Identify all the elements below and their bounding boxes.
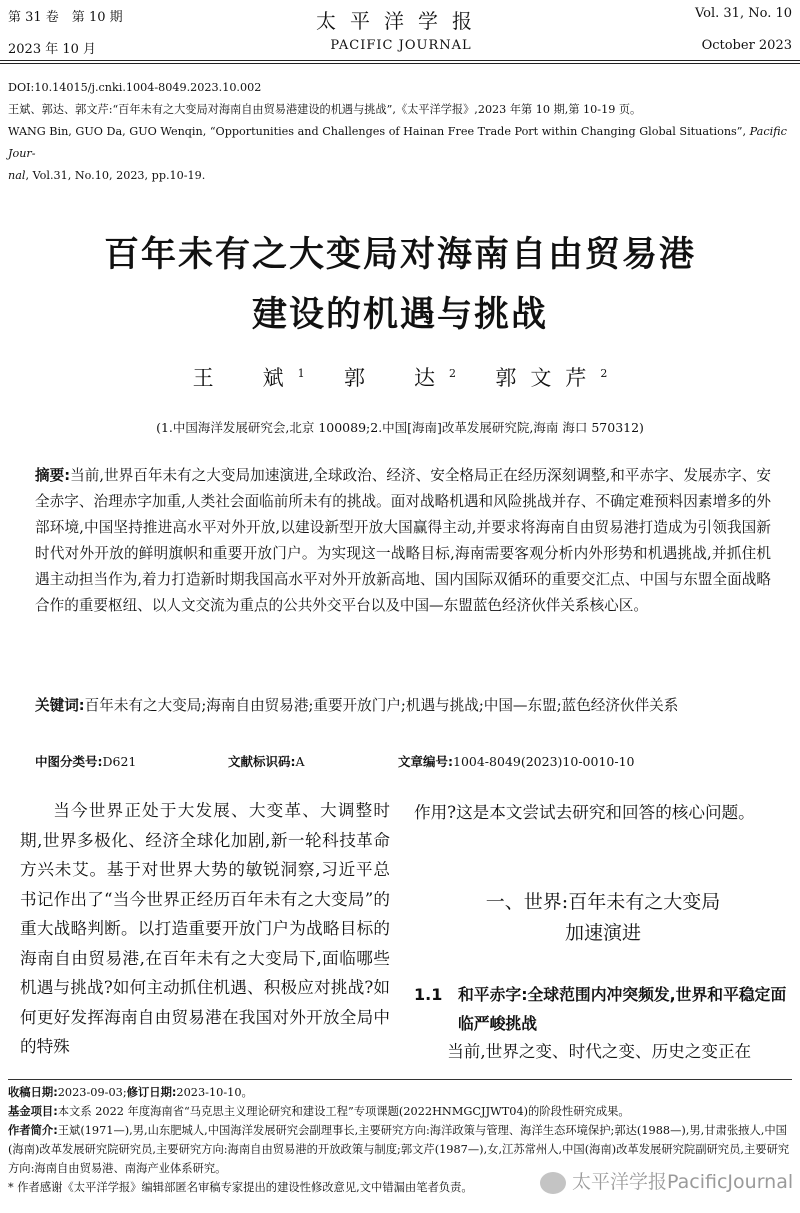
citation-block	[8, 77, 792, 187]
citation-english-text: WANG Bin, GUO Da, GUO Wenqin, “Opportunities and Challenges of Hainan Free Trade Port within Changing Global Situations”,	[8, 125, 747, 138]
affiliations: (1.中国海洋发展研究会,北京 100089;2.中国[海南]改革发展研究院,海南 海口 570312)	[156, 420, 644, 435]
wechat-icon	[540, 1172, 566, 1194]
article-number	[398, 752, 634, 770]
revised-label: 修订日期:	[126, 1086, 177, 1099]
header-journal-title: 太平洋学报	[316, 9, 486, 33]
subsection-number: 1.1	[414, 985, 443, 1004]
citation-english	[8, 121, 792, 187]
classification-number	[35, 752, 136, 770]
fund-line	[8, 1102, 792, 1121]
abstract-label: 摘要:	[35, 467, 71, 484]
subsection-title: 和平赤字:全球范围内冲突频发,世界和平稳定面临严峻挑战	[458, 985, 787, 1033]
author-bio-text: 王斌(1971—),男,山东肥城人,中国海洋发展研究会副理事长,主要研究方向:海洋政策与管理、海洋生态环境保护;郭达(1988—),男,甘肃张掖人,中国(海南)改革发展研究院研究员,主要研究方向:海南自由贸易港的开放政策与制度;郭文芹(1987—),女,江苏常州人,中国(海南)改革发展研究院副研究员,主要研究方向:海南自由贸易港、南海产业体系研究。	[8, 1124, 790, 1175]
article-title-line1: 百年未有之大变局对海南自由贸易港	[103, 235, 696, 275]
keywords-label: 关键词:	[35, 697, 85, 714]
header-rule-bottom	[0, 63, 800, 64]
author-list	[0, 362, 800, 392]
keywords	[35, 693, 771, 719]
section-heading-line2: 加速演进	[564, 922, 641, 944]
doc-code-label: 文献标识码:	[228, 754, 296, 769]
intro-continuation: 作用?这是本文尝试去研究和回答的核心问题。	[414, 803, 755, 822]
clc-label: 中图分类号:	[35, 754, 103, 769]
header-date-english: October 2023	[701, 38, 792, 53]
section-heading-line1: 一、世界:百年未有之大变局	[485, 891, 721, 913]
acknowledgement: * 作者感谢《太平洋学报》编辑部匿名审稿专家提出的建设性修改意见,文中错漏由笔者负责。	[8, 1181, 473, 1194]
citation-journal-italic-a: Pacific Jour-	[8, 125, 787, 160]
citation-chinese: 王斌、郭达、郭文芹:“百年未有之大变局对海南自由贸易港建设的机遇与挑战”,《太平洋学报》,2023 年第 10 期,第 10-19 页。	[8, 103, 642, 116]
citation-english-volume: , Vol.31, No.10, 2023, pp.10-19.	[25, 169, 206, 182]
dates-line	[8, 1083, 792, 1102]
doi[interactable]: DOI:10.14015/j.cnki.1004-8049.2023.10.002	[8, 81, 262, 94]
subsection-first-line: 当前,世界之变、时代之变、历史之变正在	[447, 1042, 752, 1061]
article-no-label: 文章编号:	[398, 754, 453, 769]
author-2: 郭 达$^2$	[344, 366, 456, 390]
footnote-rule	[8, 1079, 792, 1080]
keywords-text: 百年未有之大变局;海南自由贸易港;重要开放门户;机遇与挑战;中国—东盟;蓝色经济伙伴关系	[84, 697, 679, 714]
revised-date: 2023-10-10。	[176, 1086, 253, 1099]
citation-journal-italic-b: nal	[8, 169, 26, 182]
header-volume-english: Vol. 31, No. 10	[694, 6, 792, 21]
header-volume-issue: 第 31 卷 第 10 期	[8, 10, 123, 25]
abstract	[35, 463, 771, 619]
fund-text: 本文系 2022 年度海南省“马克思主义理论研究和建设工程”专项课题(2022HNMGCJJWT04)的阶段性研究成果。	[57, 1105, 630, 1118]
clc-value: D621	[102, 754, 137, 769]
received-date: 2023-09-03;	[57, 1086, 127, 1099]
header-date: 2023 年 10 月	[8, 42, 97, 57]
author-bio-label: 作者简介:	[8, 1124, 58, 1137]
document-code	[228, 752, 305, 770]
header-journal-english: PACIFIC JOURNAL	[330, 38, 472, 53]
article-title-line2: 建设的机遇与挑战	[251, 295, 548, 335]
intro-paragraph: 当今世界正处于大发展、大变革、大调整时期,世界多极化、经济全球化加剧,新一轮科技革命方兴未艾。基于对世界大势的敏锐洞察,习近平总书记作出了“当今世界正经历百年未有之大变局”的重大战略判断。以打造重要开放门户为战略目标的海南自由贸易港,在百年未有之大变局下,面临哪些机遇与挑战?如何主动抓住机遇、积极应对挑战?如何更好发挥海南自由贸易港在我国对外开放全局中的特殊	[20, 801, 390, 1056]
section-heading-1	[414, 887, 792, 949]
author-3: 郭文芹$^2$	[495, 366, 608, 390]
article-no-value: 1004-8049(2023)10-0010-10	[453, 754, 635, 769]
abstract-text: 当前,世界百年未有之大变局加速演进,全球政治、经济、安全格局正在经历深刻调整,和平赤字、发展赤字、安全赤字、治理赤字加重,人类社会面临前所未有的挑战。面对战略机遇和风险挑战并存、不确定难预料因素增多的外部环境,中国坚持推进高水平对外开放,以建设新型开放大国赢得主动,并要求将海南自由贸易港打造成为引领我国新时代对外开放的鲜明旗帜和重要开放门户。为实现这一战略目标,海南需要客观分析内外形势和机遇挑战,并抓住机遇主动担当作为,着力打造新时期我国高水平对外开放新高地、国内国际双循环的重要交汇点、中国与东盟全面战略合作的重要枢纽、以人文交流为重点的公共外交平台以及中国—东盟蓝色经济伙伴关系核心区。	[35, 467, 772, 614]
author-1: 王 斌$^1$	[192, 366, 305, 390]
watermark	[540, 1167, 793, 1194]
watermark-text: 太平洋学报PacificJournal	[572, 1171, 794, 1193]
received-label: 收稿日期:	[8, 1086, 58, 1099]
header-rule-top	[0, 60, 800, 61]
doc-code-value: A	[295, 754, 305, 769]
fund-label: 基金项目:	[8, 1105, 58, 1118]
